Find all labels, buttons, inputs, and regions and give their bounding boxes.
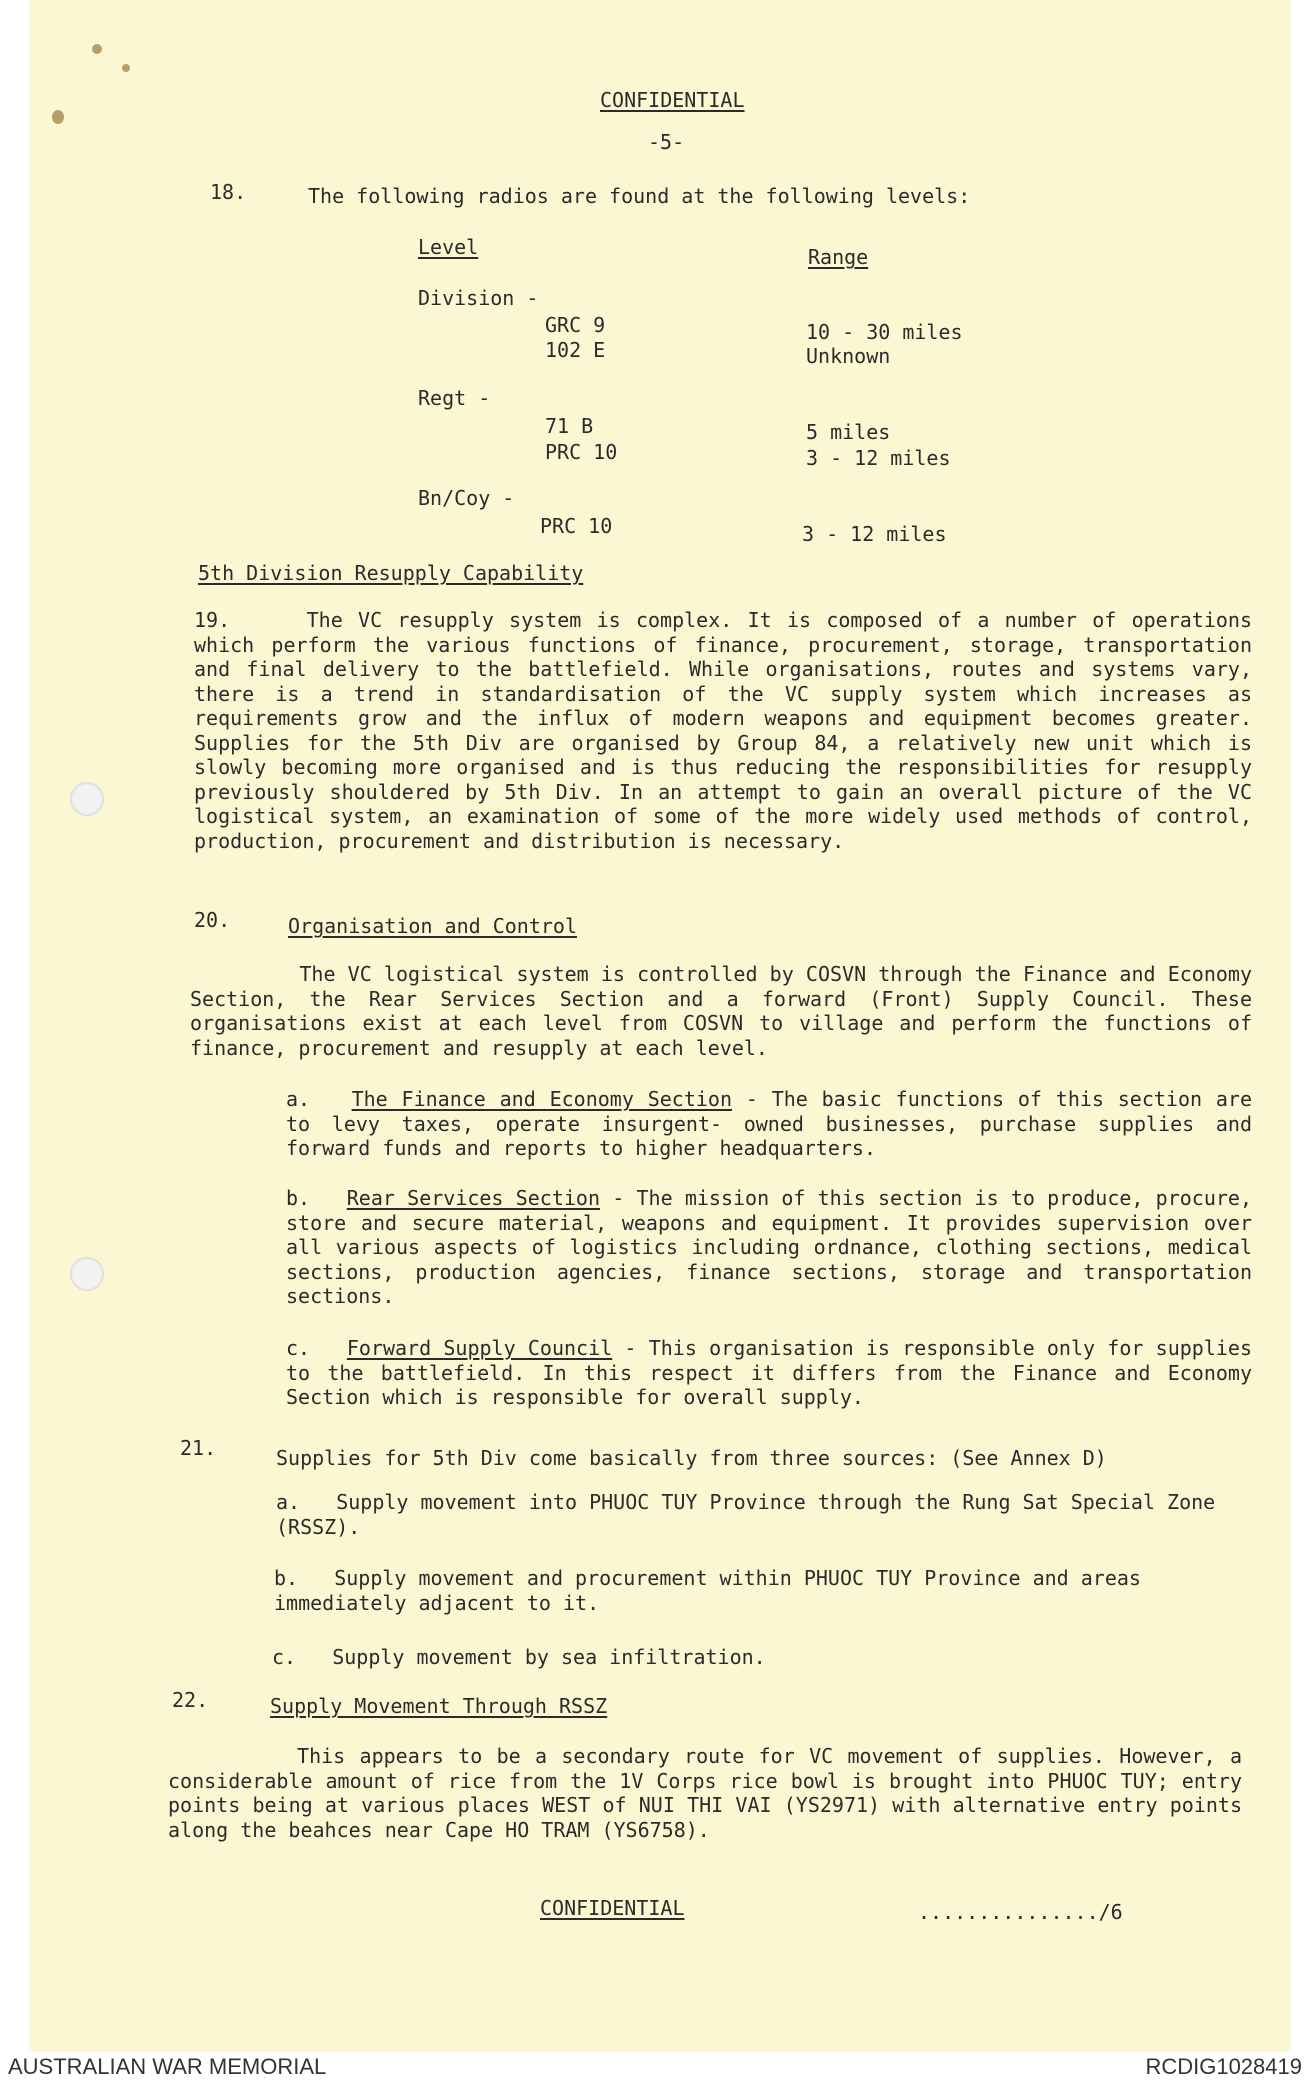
para-22-number: 22. (172, 1688, 209, 1712)
continuation-marker: .............../6 (918, 1900, 1123, 1924)
section-heading: 5th Division Resupply Capability (198, 561, 584, 585)
radio-name: PRC 10 (540, 514, 613, 538)
para-21-item-a: a. Supply movement into PHUOC TUY Province through the Rung Sat Special Zone (RSSZ). (276, 1490, 1216, 1539)
item-a-title: The Finance and Economy Section (351, 1087, 732, 1111)
level-division: Division - (418, 286, 539, 310)
stain-mark (92, 44, 102, 54)
radio-range: 3 - 12 miles (802, 522, 947, 546)
radio-range: 3 - 12 miles (806, 446, 951, 470)
para-22-text: This appears to be a secondary route for VC movement of supplies. However, a considerable amount of rice from the 1V Corps rice bowl is brought into PHUOC TUY; entry points being at various places WEST of NUI THI VAI (YS2971) with alternative entry points along the beahces near Cape HO TRAM (YS6758). (168, 1744, 1242, 1842)
para-20-number: 20. (194, 908, 231, 932)
para-21-item-b: b. Supply movement and procurement within PHUOC TUY Province and areas immediately adjacent to it. (274, 1566, 1141, 1615)
col-range-header: Range (808, 245, 869, 269)
stain-mark (122, 64, 130, 72)
punch-hole (70, 782, 104, 816)
document-page (30, 0, 1290, 2052)
page-number: -5- (648, 130, 685, 154)
para-20-text: The VC logistical system is controlled by COSVN through the Finance and Economy Section, the Rear Services Section and a forward (Front) Supply Council. These organisations exist at each level from COSVN to village and perform the functions of finance, procurement and resupply at each level. (190, 962, 1252, 1060)
para-18-number: 18. (210, 180, 247, 204)
para-19-text: The VC resupply system is complex. It is composed of a number of operations which perform the various functions of finance, procurement, storage, transportation and final delivery to the battlefield. While organisations, routes and systems vary, there is a trend in standardisation of the VC supply system which increases as requirements grow and the influx of modern weapons and equipment becomes greater. Supplies for the 5th Div are organised by Group 84, a relatively new unit which is slowly becoming more organised and is thus reducing the responsibilities for resupply previously shouldered by 5th Div. In an attempt to gain an overall picture of the VC logistical system, an examination of some of the more widely used methods of control, production, procurement and distribution is necessary. (194, 608, 1252, 853)
para-21-item-c: c. Supply movement by sea infiltration. (272, 1645, 766, 1669)
radio-name: 102 E (545, 338, 606, 362)
para-20-item-a: a. The Finance and Economy Section - The basic functions of this section are to levy taxes, operate insurgent- owned businesses, purchase supplies and forward funds and reports to higher headquarters. (286, 1087, 1252, 1160)
para-19-number: 19. (194, 608, 231, 632)
item-b-title: Rear Services Section (346, 1186, 600, 1210)
archive-name: AUSTRALIAN WAR MEMORIAL (8, 2054, 327, 2079)
item-c-title: Forward Supply Council (346, 1336, 613, 1360)
radio-range: 5 miles (806, 420, 891, 444)
radio-name: 71 B (545, 414, 594, 438)
stain-mark (52, 110, 64, 124)
radio-range: 10 - 30 miles (806, 320, 963, 344)
col-level-header: Level (418, 235, 479, 259)
para-21-text: Supplies for 5th Div come basically from three sources: (See Annex D) (276, 1446, 1107, 1470)
para-20-item-b: b. Rear Services Section - The mission of this section is to produce, procure, store and secure material, weapons and equipment. It provides supervision over all various aspects of logistics including ordnance, clothing sections, medical sections, production agencies, finance sections, storage and transportation sections. (286, 1186, 1253, 1308)
level-bn-coy: Bn/Coy - (418, 486, 515, 510)
para-21-number: 21. (180, 1436, 217, 1460)
radio-name: PRC 10 (545, 440, 618, 464)
archive-id: RCDIG1028419 (1145, 2054, 1302, 2079)
para-20-heading: Organisation and Control (288, 914, 577, 938)
para-20-item-c: c. Forward Supply Council - This organisation is responsible only for supplies to the battlefield. In this respect it differs from the Finance and Economy Section which is responsible for overall supply. (286, 1336, 1252, 1409)
para-18-intro: The following radios are found at the following levels: (308, 184, 971, 208)
header-classification: CONFIDENTIAL (600, 88, 745, 112)
punch-hole (70, 1257, 104, 1291)
radio-name: GRC 9 (545, 313, 606, 337)
radio-range: Unknown (806, 344, 891, 368)
footer-classification: CONFIDENTIAL (540, 1896, 685, 1920)
level-regt: Regt - (418, 386, 491, 410)
para-22-heading: Supply Movement Through RSSZ (270, 1694, 608, 1718)
para-19 (194, 608, 1252, 853)
archive-footer (0, 2052, 1310, 2082)
